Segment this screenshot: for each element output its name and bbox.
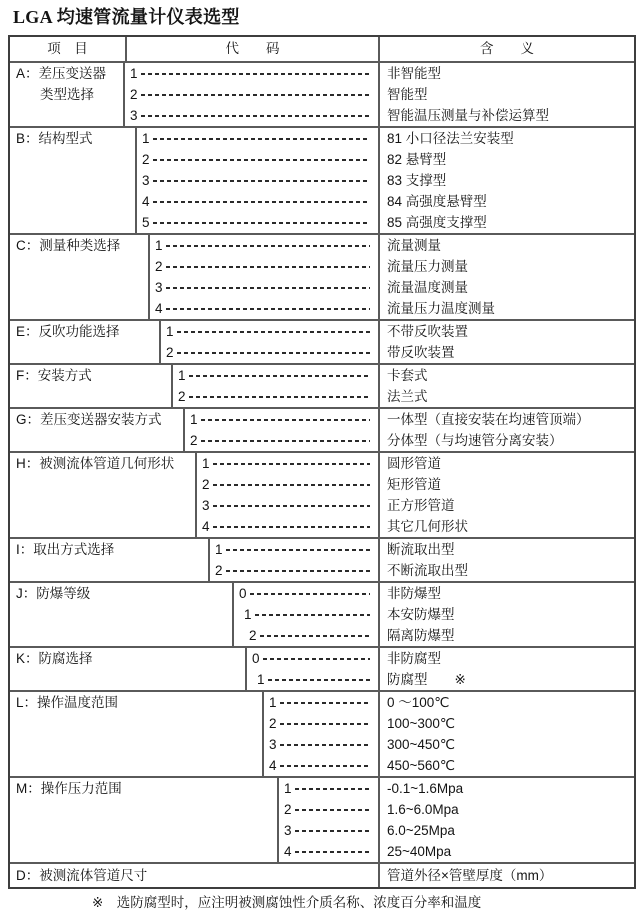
section-e: [10, 319, 634, 363]
dash-line: [177, 331, 370, 333]
dash-line: [295, 830, 370, 832]
page-title: LGA 均速管流量计仪表选型: [13, 7, 240, 27]
table-row: 2 不断流取出型: [210, 560, 634, 581]
section-a: [10, 61, 634, 126]
dash-line: [213, 505, 370, 507]
table-row: 1 不带反吹装置: [161, 321, 634, 342]
item-label: K：防腐选择: [10, 648, 247, 690]
dash-line: [280, 744, 370, 746]
table-row: 4 84 高强度悬臂型: [137, 191, 634, 212]
table-row: 3 300~450℃: [264, 734, 634, 755]
item-label: G：差压变送器安装方式: [10, 409, 185, 451]
table-row: 4 其它几何形状: [197, 516, 634, 537]
dash-line: [141, 73, 370, 75]
table-row: 1 非智能型: [125, 63, 634, 84]
item-label: L：操作温度范围: [10, 692, 264, 776]
dash-line: [280, 723, 370, 725]
item-label: B：结构型式: [10, 128, 137, 233]
table-row: 2 智能型: [125, 84, 634, 105]
dash-line: [153, 159, 370, 161]
table-row: 3 流量温度测量: [150, 277, 634, 298]
dash-line: [213, 526, 370, 528]
item-label: M：操作压力范围: [10, 778, 279, 862]
dash-line: [153, 138, 370, 140]
table-row: 1 卡套式: [173, 365, 634, 386]
dash-line: [201, 419, 370, 421]
section-j: [10, 581, 634, 646]
dash-line: [201, 440, 370, 442]
table-row: 2 1.6~6.0Mpa: [279, 799, 634, 820]
dash-line: [166, 245, 370, 247]
table-row: 1 圆形管道: [197, 453, 634, 474]
footnote: ※ 选防腐型时，应注明被测腐蚀性介质名称、浓度百分率和温度: [92, 895, 482, 910]
table-row: 1 流量测量: [150, 235, 634, 256]
header-item: 项 目: [47, 41, 88, 56]
dash-line: [153, 222, 370, 224]
table-row: 2 流量压力测量: [150, 256, 634, 277]
dash-line: [263, 658, 370, 660]
dash-line: [166, 308, 370, 310]
table-row: 3 6.0~25Mpa: [279, 820, 634, 841]
table-row: 0 非防爆型: [234, 583, 634, 604]
table-row: 3 智能温压测量与补偿运算型: [125, 105, 634, 126]
item-label: A：差压变送器 类型选择: [10, 63, 125, 126]
item-label: D：被测流体管道尺寸: [16, 868, 148, 883]
header-code: 代 码: [125, 37, 378, 61]
table-row: 1 81 小口径法兰安装型: [137, 128, 634, 149]
section-c: [10, 233, 634, 319]
dash-line: [153, 201, 370, 203]
dash-line: [153, 180, 370, 182]
dash-line: [295, 788, 370, 790]
table-row: 0 非防腐型: [247, 648, 634, 669]
item-label: C：测量种类选择: [10, 235, 150, 319]
dash-line: [177, 352, 370, 354]
meaning-cell: 管道外径×管壁厚度（mm）: [378, 864, 634, 887]
dash-line: [213, 484, 370, 486]
section-g: [10, 407, 634, 451]
table-header: [10, 37, 634, 61]
dash-line: [141, 115, 370, 117]
table-row: 2 隔离防爆型: [234, 625, 634, 646]
table-row: 4 25~40Mpa: [279, 841, 634, 862]
table-row: 2 分体型（与均速管分离安装）: [185, 430, 634, 451]
dash-line: [255, 614, 370, 616]
table-row: 3 83 支撑型: [137, 170, 634, 191]
section-h: [10, 451, 634, 537]
section-b: [10, 126, 634, 233]
table-row: 4 450~560℃: [264, 755, 634, 776]
dash-line: [280, 702, 370, 704]
dash-line: [189, 375, 370, 377]
table-row: 3 正方形管道: [197, 495, 634, 516]
dash-line: [250, 593, 370, 595]
item-label: H：被测流体管道几何形状: [10, 453, 197, 537]
table-row: 2 法兰式: [173, 386, 634, 407]
dash-line: [213, 463, 370, 465]
section-m: [10, 776, 634, 862]
table-row: 1 0 ～100℃: [264, 692, 634, 713]
table-row: 2 矩形管道: [197, 474, 634, 495]
selection-table: [8, 35, 636, 889]
dash-line: [166, 266, 370, 268]
dash-line: [268, 679, 370, 681]
dash-line: [226, 549, 370, 551]
dash-line: [166, 287, 370, 289]
section-k: [10, 646, 634, 690]
table-row: 1 断流取出型: [210, 539, 634, 560]
dash-line: [295, 851, 370, 853]
item-label: J：防爆等级: [10, 583, 234, 646]
table-row: 2 82 悬臂型: [137, 149, 634, 170]
dash-line: [295, 809, 370, 811]
table-row: 1 防腐型 ※: [247, 669, 634, 690]
table-row: 1 一体型（直接安装在均速管顶端）: [185, 409, 634, 430]
dash-line: [226, 570, 370, 572]
section-i: [10, 537, 634, 581]
item-label: F：安装方式: [10, 365, 173, 407]
item-label: I：取出方式选择: [10, 539, 210, 581]
table-row: 5 85 高强度支撑型: [137, 212, 634, 233]
section-l: [10, 690, 634, 776]
dash-line: [280, 765, 370, 767]
table-row: 2 带反吹装置: [161, 342, 634, 363]
table-row: 1 -0.1~1.6Mpa: [279, 778, 634, 799]
table-row: 2 100~300℃: [264, 713, 634, 734]
dash-line: [141, 94, 370, 96]
dash-line: [189, 396, 370, 398]
section-f: [10, 363, 634, 407]
dash-line: [260, 635, 370, 637]
table-row: 4 流量压力温度测量: [150, 298, 634, 319]
item-label: E：反吹功能选择: [10, 321, 161, 363]
section-d: [10, 862, 634, 887]
table-row: 1 本安防爆型: [234, 604, 634, 625]
header-meaning: 含 义: [378, 37, 634, 61]
